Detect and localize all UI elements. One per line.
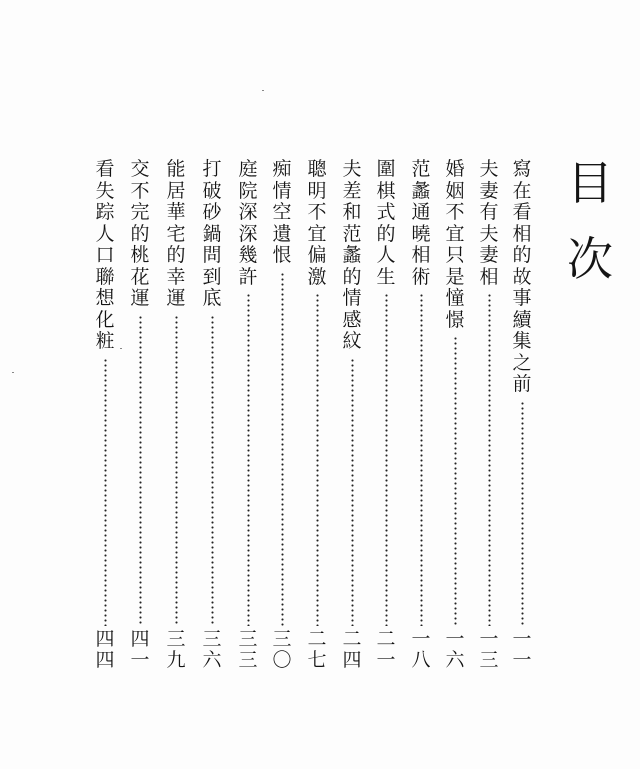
toc-page-char: 一 — [512, 649, 532, 671]
toc-entry-page — [511, 630, 533, 672]
toc-title-char: 聯 — [95, 265, 115, 288]
toc-entry-page — [375, 630, 397, 672]
toc-title-char: 偏 — [307, 244, 327, 266]
toc-page-char: 一 — [376, 649, 396, 671]
toc-title-char: 底 — [202, 287, 222, 309]
toc-title-char: 術 — [411, 265, 431, 288]
toc-title-char: 蠡 — [411, 179, 431, 202]
toc-title-char: 激 — [307, 265, 327, 288]
toc-title-char: 不 — [130, 179, 150, 202]
toc-title-char: 庭 — [238, 158, 258, 180]
toc-page-char: 三 — [238, 628, 258, 650]
toc-title-char: 相 — [512, 222, 532, 245]
toc-page-char: 一 — [512, 628, 532, 650]
toc-title-char: 華 — [166, 201, 186, 223]
toc-title-char: 的 — [376, 222, 396, 245]
toc-page-char: 三 — [479, 649, 499, 671]
toc-entry-title — [165, 160, 187, 311]
toc-page-char: 三 — [166, 628, 186, 650]
toc-leader-dots — [139, 315, 142, 627]
toc-title-char: 的 — [130, 222, 150, 245]
toc-page-char: 二 — [307, 628, 327, 650]
toc-title-char: 憧 — [445, 287, 465, 309]
toc-leader-dots — [420, 293, 423, 626]
toc-title-char: 痴 — [272, 158, 292, 180]
toc-title-char: 看 — [512, 201, 532, 223]
toc-entry-title — [237, 160, 259, 289]
toc-leader-dots — [351, 358, 354, 627]
toc-title-char: 是 — [445, 265, 465, 288]
toc-page-char: 一 — [479, 628, 499, 650]
toc-title-char: 妻 — [479, 244, 499, 266]
toc-title-char: 宜 — [445, 222, 465, 245]
toc-title-char: 恨 — [272, 244, 292, 266]
toc-entry — [477, 160, 501, 672]
toc-entry — [443, 160, 467, 672]
toc-title-char: 情 — [272, 179, 292, 202]
toc-leader-dots — [104, 358, 107, 627]
toc-title-char: 相 — [411, 244, 431, 266]
toc-entry-page — [94, 630, 116, 672]
toc-title-char: 遺 — [272, 222, 292, 245]
toc-title-char: 運 — [166, 287, 186, 309]
toc-title-char: 范 — [411, 158, 431, 180]
toc-page-char: 三 — [202, 628, 222, 650]
toc-entry-page — [478, 630, 500, 672]
toc-entry — [305, 160, 329, 672]
toc-entry-page — [271, 630, 293, 672]
toc-title-char: 聰 — [307, 158, 327, 180]
toc-entry-page — [444, 630, 466, 672]
toc-entry — [510, 160, 534, 672]
toc-title-char: 和 — [342, 201, 362, 223]
toc-entry-title — [478, 160, 500, 289]
toc-title-char: 踪 — [95, 201, 115, 223]
toc-leader-dots — [385, 293, 388, 626]
toc-page-char: 六 — [202, 649, 222, 671]
toc-entry-page — [165, 630, 187, 672]
toc-page-char: 一 — [411, 628, 431, 650]
toc-title-char: 婚 — [445, 158, 465, 180]
toc-title-char: 情 — [342, 287, 362, 309]
toc-title-char: 有 — [479, 201, 499, 223]
toc-heading-char-2: 次 — [567, 232, 613, 286]
toc-title-char: 通 — [411, 201, 431, 223]
toc-leader-dots — [247, 293, 250, 626]
toc-title-char: 完 — [130, 201, 150, 223]
toc-entry-title — [306, 160, 328, 289]
toc-entry-page — [129, 630, 151, 672]
toc-title-char: 不 — [445, 201, 465, 223]
toc-page-char: 三 — [272, 628, 292, 650]
toc-page-char: 一 — [130, 649, 150, 671]
toc-entry-title — [444, 160, 466, 332]
toc-heading — [560, 156, 620, 286]
toc-title-char: 的 — [512, 244, 532, 266]
toc-entry — [200, 160, 224, 672]
toc-page-char: 二 — [342, 628, 362, 650]
toc-title-char: 交 — [130, 158, 150, 180]
toc-leader-dots — [454, 336, 457, 626]
toc-entry — [374, 160, 398, 672]
toc-title-char: 口 — [95, 244, 115, 266]
toc-title-char: 蠡 — [342, 244, 362, 266]
toc-title-char: 差 — [342, 179, 362, 202]
toc-leader-dots — [316, 293, 319, 626]
toc-title-char: 憬 — [445, 308, 465, 331]
toc-title-char: 集 — [512, 330, 532, 352]
toc-title-char: 想 — [95, 287, 115, 309]
toc-entry-title — [511, 160, 533, 397]
toc-entry — [270, 160, 294, 672]
toc-leader-dots — [211, 315, 214, 627]
toc-page-char: 三 — [238, 649, 258, 671]
toc-title-char: 夫 — [479, 222, 499, 245]
toc-entry-title — [129, 160, 151, 311]
toc-title-char: 寫 — [512, 158, 532, 180]
toc-title-char: 故 — [512, 265, 532, 288]
scan-speck — [12, 372, 14, 373]
toc-title-char: 生 — [376, 265, 396, 288]
toc-title-char: 打 — [202, 158, 222, 180]
toc-title-char: 空 — [272, 201, 292, 223]
toc-page-char: 四 — [95, 628, 115, 650]
toc-title-char: 姻 — [445, 179, 465, 202]
toc-title-char: 的 — [166, 244, 186, 266]
toc-entry — [236, 160, 260, 672]
toc-title-char: 粧 — [95, 330, 115, 352]
toc-page-char: 四 — [342, 649, 362, 671]
toc-title-char: 化 — [95, 308, 115, 331]
toc-title-char: 能 — [166, 158, 186, 180]
toc-entry-page — [306, 630, 328, 672]
toc-title-char: 到 — [202, 265, 222, 288]
toc-entry-title — [410, 160, 432, 289]
toc-title-char: 紋 — [342, 330, 362, 352]
toc-title-char: 幸 — [166, 265, 186, 288]
toc-entry — [128, 160, 152, 672]
toc-title-char: 相 — [479, 265, 499, 288]
toc-title-char: 運 — [130, 287, 150, 309]
toc-leader-dots — [281, 272, 284, 627]
toc-entry — [164, 160, 188, 672]
toc-entry-page — [201, 630, 223, 672]
toc-entry-title — [201, 160, 223, 311]
toc-page-char: 〇 — [272, 649, 292, 671]
toc-title-char: 宜 — [307, 222, 327, 245]
toc-title-char: 幾 — [238, 244, 258, 266]
toc-title-char: 深 — [238, 201, 258, 223]
toc-title-char: 問 — [202, 244, 222, 266]
toc-entry — [340, 160, 364, 672]
toc-page-char: 六 — [445, 649, 465, 671]
toc-title-char: 院 — [238, 179, 258, 202]
toc-entry — [93, 160, 117, 672]
toc-title-char: 夫 — [342, 158, 362, 180]
scan-speck — [120, 348, 122, 349]
toc-page-char: 二 — [376, 628, 396, 650]
toc-title-char: 圍 — [376, 158, 396, 180]
toc-title-char: 居 — [166, 179, 186, 202]
toc-title-char: 曉 — [411, 222, 431, 245]
toc-title-char: 深 — [238, 222, 258, 245]
toc-leader-dots — [521, 401, 524, 627]
toc-leader-dots — [175, 315, 178, 627]
toc-page-char: 八 — [411, 649, 431, 671]
toc-entry-page — [410, 630, 432, 672]
toc-title-char: 破 — [202, 179, 222, 202]
toc-title-char: 許 — [238, 265, 258, 288]
toc-entry — [409, 160, 433, 672]
toc-title-char: 桃 — [130, 244, 150, 266]
scan-speck — [262, 90, 264, 91]
toc-page-char: 七 — [307, 649, 327, 671]
toc-title-char: 失 — [95, 179, 115, 202]
toc-title-char: 只 — [445, 244, 465, 266]
toc-title-char: 人 — [95, 222, 115, 245]
toc-title-char: 事 — [512, 287, 532, 309]
toc-entry-page — [341, 630, 363, 672]
toc-title-char: 的 — [342, 265, 362, 288]
toc-page-char: 九 — [166, 649, 186, 671]
toc-entry-title — [341, 160, 363, 354]
toc-page-char: 四 — [130, 628, 150, 650]
toc-entry-title — [375, 160, 397, 289]
toc-title-char: 棋 — [376, 179, 396, 202]
toc-heading-char-1: 目 — [567, 156, 613, 210]
toc-title-char: 不 — [307, 201, 327, 223]
toc-title-char: 人 — [376, 244, 396, 266]
toc-title-char: 明 — [307, 179, 327, 202]
toc-leader-dots — [488, 293, 491, 626]
toc-page-char: 四 — [95, 649, 115, 671]
toc-title-char: 式 — [376, 201, 396, 223]
toc-title-char: 范 — [342, 222, 362, 245]
toc-title-char: 看 — [95, 158, 115, 180]
toc-title-char: 花 — [130, 265, 150, 288]
toc-title-char: 前 — [512, 373, 532, 395]
toc-title-char: 鍋 — [202, 222, 222, 245]
toc-title-char: 在 — [512, 179, 532, 202]
toc-title-char: 砂 — [202, 201, 222, 223]
toc-title-char: 宅 — [166, 222, 186, 245]
toc-entry-page — [237, 630, 259, 672]
toc-page-char: 一 — [445, 628, 465, 650]
toc-title-char: 夫 — [479, 158, 499, 180]
toc-title-char: 妻 — [479, 179, 499, 202]
toc-entry-title — [271, 160, 293, 268]
toc-entry-title — [94, 160, 116, 354]
toc-title-char: 續 — [512, 308, 532, 331]
toc-title-char: 之 — [512, 351, 532, 374]
toc-title-char: 感 — [342, 308, 362, 331]
